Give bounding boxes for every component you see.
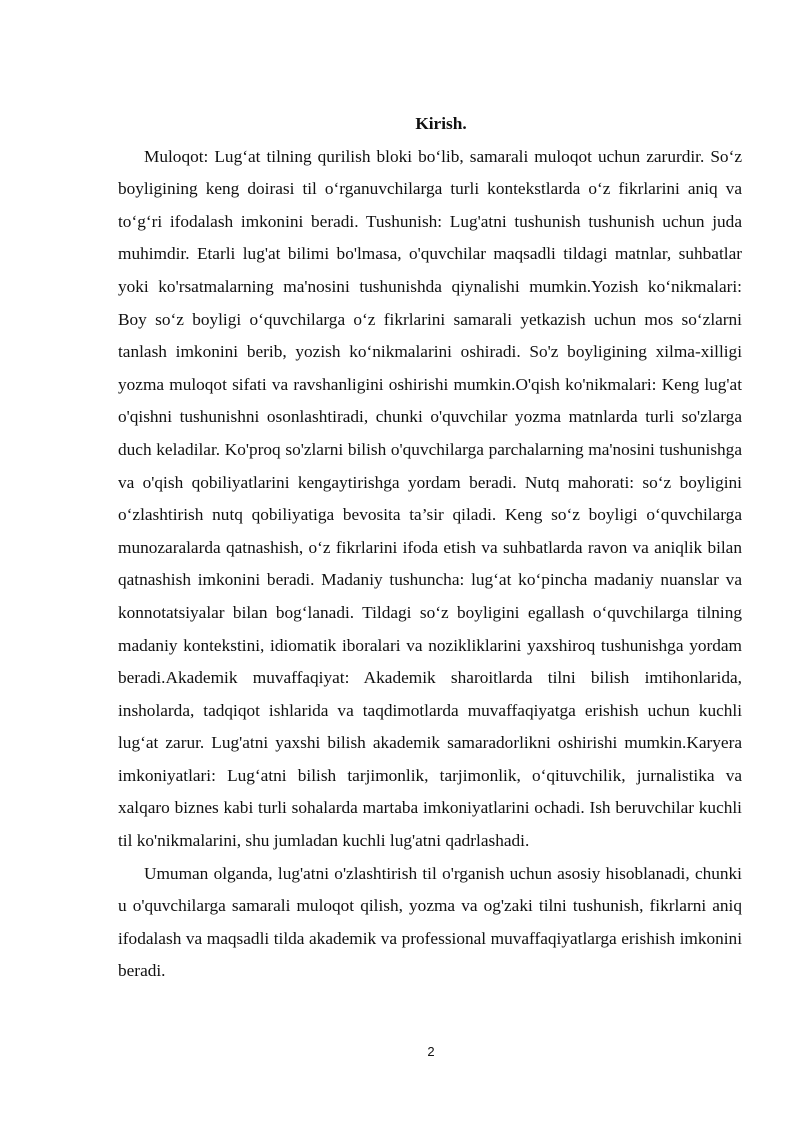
body-paragraph-1: Muloqot: Lug‘at tilning qurilish bloki bo‘lib, samarali muloqot uchun zarurdir. So‘z boyligining keng doirasi til o‘rganuvchilarga turli kontekstlarda o‘z fikrlarini aniq va to‘g‘ri ifodalash imkonini beradi. Tushunish: Lug'atni tushunish tushunish uchun juda muhimdir. Etarli lug'at bilimi bo'lmasa, o'quvchilar maqsadli tildagi matnlar, suhbatlar yoki ko'rsatmalarning ma'nosini tushunishda qiynalishi mumkin.Yozish ko‘nikmalari: Boy so‘z boyligi o‘quvchilarga o‘z fikrlarini samarali yetkazish uchun mos so‘zlarni tanlash imkonini berib, yozish ko‘nikmalarini oshiradi. So'z boyligining xilma-xilligi yozma muloqot sifati va ravshanligini oshirishi mumkin.O'qish ko'nikmalari: Keng lug'at o'qishni tushunishni osonlashtiradi, chunki o'quvchilar yozma matnlarda turli so'zlarga duch keladilar. Ko'proq so'zlarni bilish o'quvchilarga parchalarning ma'nosini tushunishga va o'qish qobiliyatlarini kengaytirishga yordam beradi. Nutq mahorati: so‘z boyligini o‘zlashtirish nutq qobiliyatiga bevosita ta’sir qiladi. Keng so‘z boyligi o‘quvchilarga munozaralarda qatnashish, o‘z fikrlarini ifoda etish va suhbatlarda ravon va aniqlik bilan qatnashish imkonini beradi. Madaniy tushuncha: lug‘at ko‘pincha madaniy nuanslar va konnotatsiyalar bilan bog‘lanadi. Tildagi so‘z boyligini egallash o‘quvchilarga tilning madaniy kontekstini, idiomatik iboralari va nozikliklarini yaxshiroq tushunishga yordam beradi.Akademik muvaffaqiyat: Akademik sharoitlarda tilni bilish imtihonlarida, insholarda, tadqiqot ishlarida va taqdimotlarda muvaffaqiyatga erishish uchun kuchli lug‘at zarur. Lug'atni yaxshi bilish akademik samaradorlikni oshirishi mumkin.Karyera imkoniyatlari: Lug‘atni bilish tarjimonlik, tarjimonlik, o‘qituvchilik, jurnalistika va xalqaro biznes kabi turli sohalarda martaba imkoniyatlarini ochadi. Ish beruvchilar kuchli til ko'nikmalarini, shu jumladan kuchli lug'atni qadrlashadi. [118, 146, 742, 851]
body-paragraph-2: Umuman olganda, lug'atni o'zlashtirish til o'rganish uchun asosiy hisoblanadi, chunki u o'quvchilarga samarali muloqot qilish, yozma va og'zaki tilni tushunish, fikrlarni aniq ifodalash va maqsadli tilda akademik va professional muvaffaqiyatlarga erishish imkonini beradi. [118, 863, 742, 981]
page-number: 2 [427, 1044, 435, 1059]
document-body [118, 108, 742, 988]
section-title: Kirish. [415, 114, 467, 133]
